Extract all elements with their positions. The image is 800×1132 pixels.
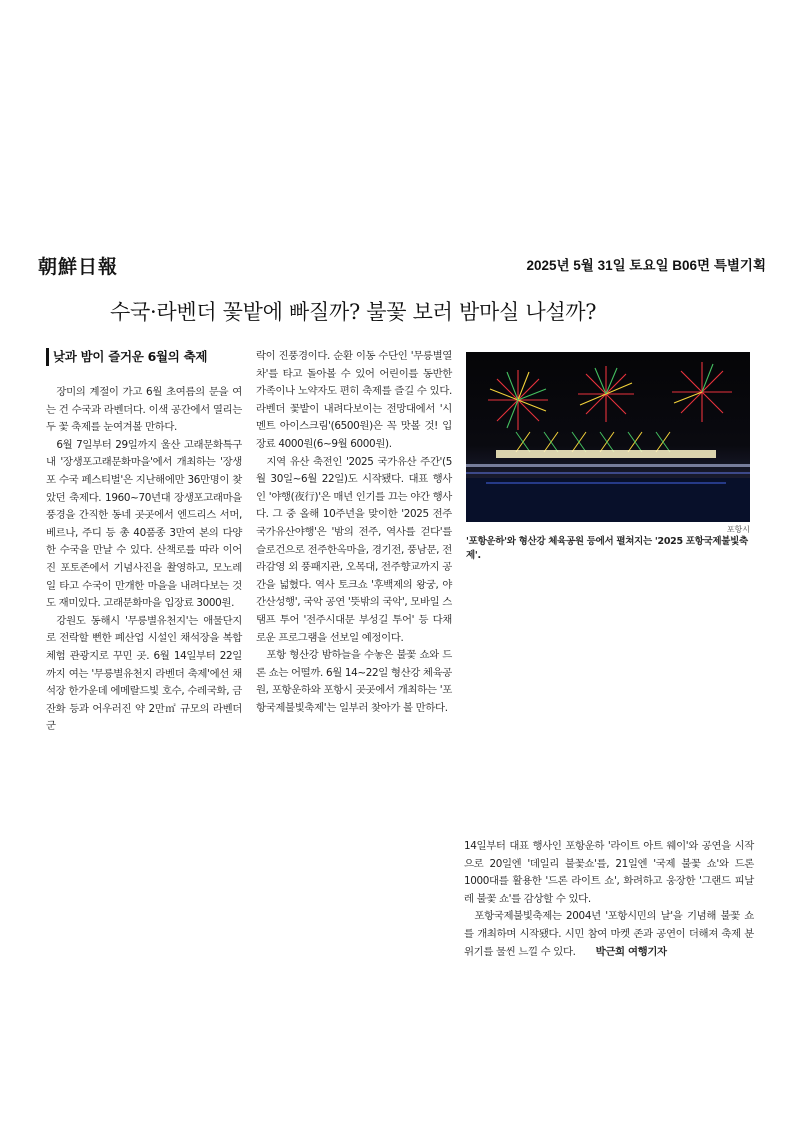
newspaper-logo: 朝鮮日報 [38,256,119,278]
paragraph: 지역 유산 축전인 '2025 국가유산 주간'(5월 30일~6월 22일)도 시작됐다. 대표 행사인 '야행(夜行)'은 매년 인기를 끄는 야간 행사다. 그 중 올해 10주년을 맞이한 '2025 전주국가유산야행'은 '밤의 전주, 역사를 걷다'를 슬로건으로 전주한옥마을, 경기전, 풍남문, 전라감영 외 풍패지관, 오목대, 전주향교까지 공간을 넓혔다. 역사 토크쇼 '후백제의 왕궁, 야간산성행', 국악 공연 '뜻밖의 국악', 모바일 스탬프 투어 '전주시대문 부성길 투어' 등 다채로운 프로그램을 선보일 예정이다. [256,455,452,644]
photo-caption: '포항운하'와 형산강 체육공원 등에서 펼쳐지는 '2025 포항국제불빛축제'. [466,536,748,561]
paragraph: 장미의 계절이 가고 6월 초여름의 문을 여는 건 수국과 라벤더다. 이색 공간에서 열리는 두 꽃 축제를 눈여겨볼 만하다. [46,386,242,434]
paragraph: 락이 진풍경이다. 순환 이동 수단인 '무릉별열차'를 타고 돌아볼 수 있어 어린이를 동반한 가족이나 노약자도 편히 축제를 즐길 수 있다. 라벤더 꽃밭이 내려다보이는 전망대에서 '시멘트 아이스크림'(6500원)은 꼭 맛볼 것! 입장료 4000원(6~9월 6000원). [256,350,452,450]
article-column-1 [46,348,242,736]
fireworks-photo [466,352,750,522]
paragraph: 포항 형산강 밤하늘을 수놓은 불꽃 쇼와 드론 쇼는 어떨까. 6월 14~22일 형산강 체육공원, 포항운하와 포항시 곳곳에서 개최하는 '포항국제불빛축제'는 일부러 찾아가 볼 만하다. [256,649,452,714]
article-column-2 [256,348,452,717]
photo-credit: 포항시 [726,525,750,534]
paragraph [464,908,754,961]
article-subhead: 낮과 밤이 즐거운 6월의 축제 [46,348,242,366]
byline: 박근희 여행기자 [595,945,667,958]
paragraph-text: 포항국제불빛축제는 2004년 '포항시민의 날'을 기념해 불꽃 쇼를 개최하며 시작됐다. 시민 참여 마켓 존과 공연이 더해져 축제 분위기를 물씬 느낄 수 있다. [464,910,754,958]
paragraph: 6월 7일부터 29일까지 울산 고래문화특구 내 '장생포고래문화마을'에서 개최하는 '장생포 수국 페스티벌'은 지난해에만 36만명이 찾았던 축제다. 1960~70년대 장생포고래마을 풍경을 간직한 동네 곳곳에서 엔드리스 서머, 베르나, 주디 등 총 40품종 3만여 본의 다양한 수국을 만날 수 있다. 산책로를 따라 이어진 포토존에서 기념사진을 촬영하고, 모노레일 타고 수국이 만개한 마을을 내려다보는 것도 재미있다. 고래문화마을 입장료 3000원. [46,438,242,610]
dateline: 2025년 5월 31일 토요일 B06면 특별기획 [526,258,766,273]
headline: 수국·라벤더 꽃밭에 빠질까? 불꽃 보러 밤마실 나설까? [110,300,597,325]
masthead [38,252,766,278]
article-column-3 [464,838,754,961]
fireworks-illustration [466,352,750,522]
paragraph: 강원도 동해시 '무릉별유천지'는 애물단지로 전락할 뻔한 폐산업 시설인 채석장을 복합 체험 관광지로 꾸민 곳. 6월 14일부터 22일까지 여는 '무릉별유천지 라벤더 축제'에선 채석장 한가운데 에메랄드빛 호수, 수레국화, 금잔화 등과 어우러진 약 2만㎡ 규모의 라벤더 군 [46,614,242,733]
paragraph: 14일부터 대표 행사인 포항운하 '라이트 아트 웨이'와 공연을 시작으로 20일엔 '데일리 불꽃쇼'를, 21일엔 '국제 불꽃 쇼'와 드론 1000대를 활용한 '드론 라이트 쇼', 화려하고 웅장한 '그랜드 피날레 불꽃 쇼'를 감상할 수 있다. [464,840,754,905]
